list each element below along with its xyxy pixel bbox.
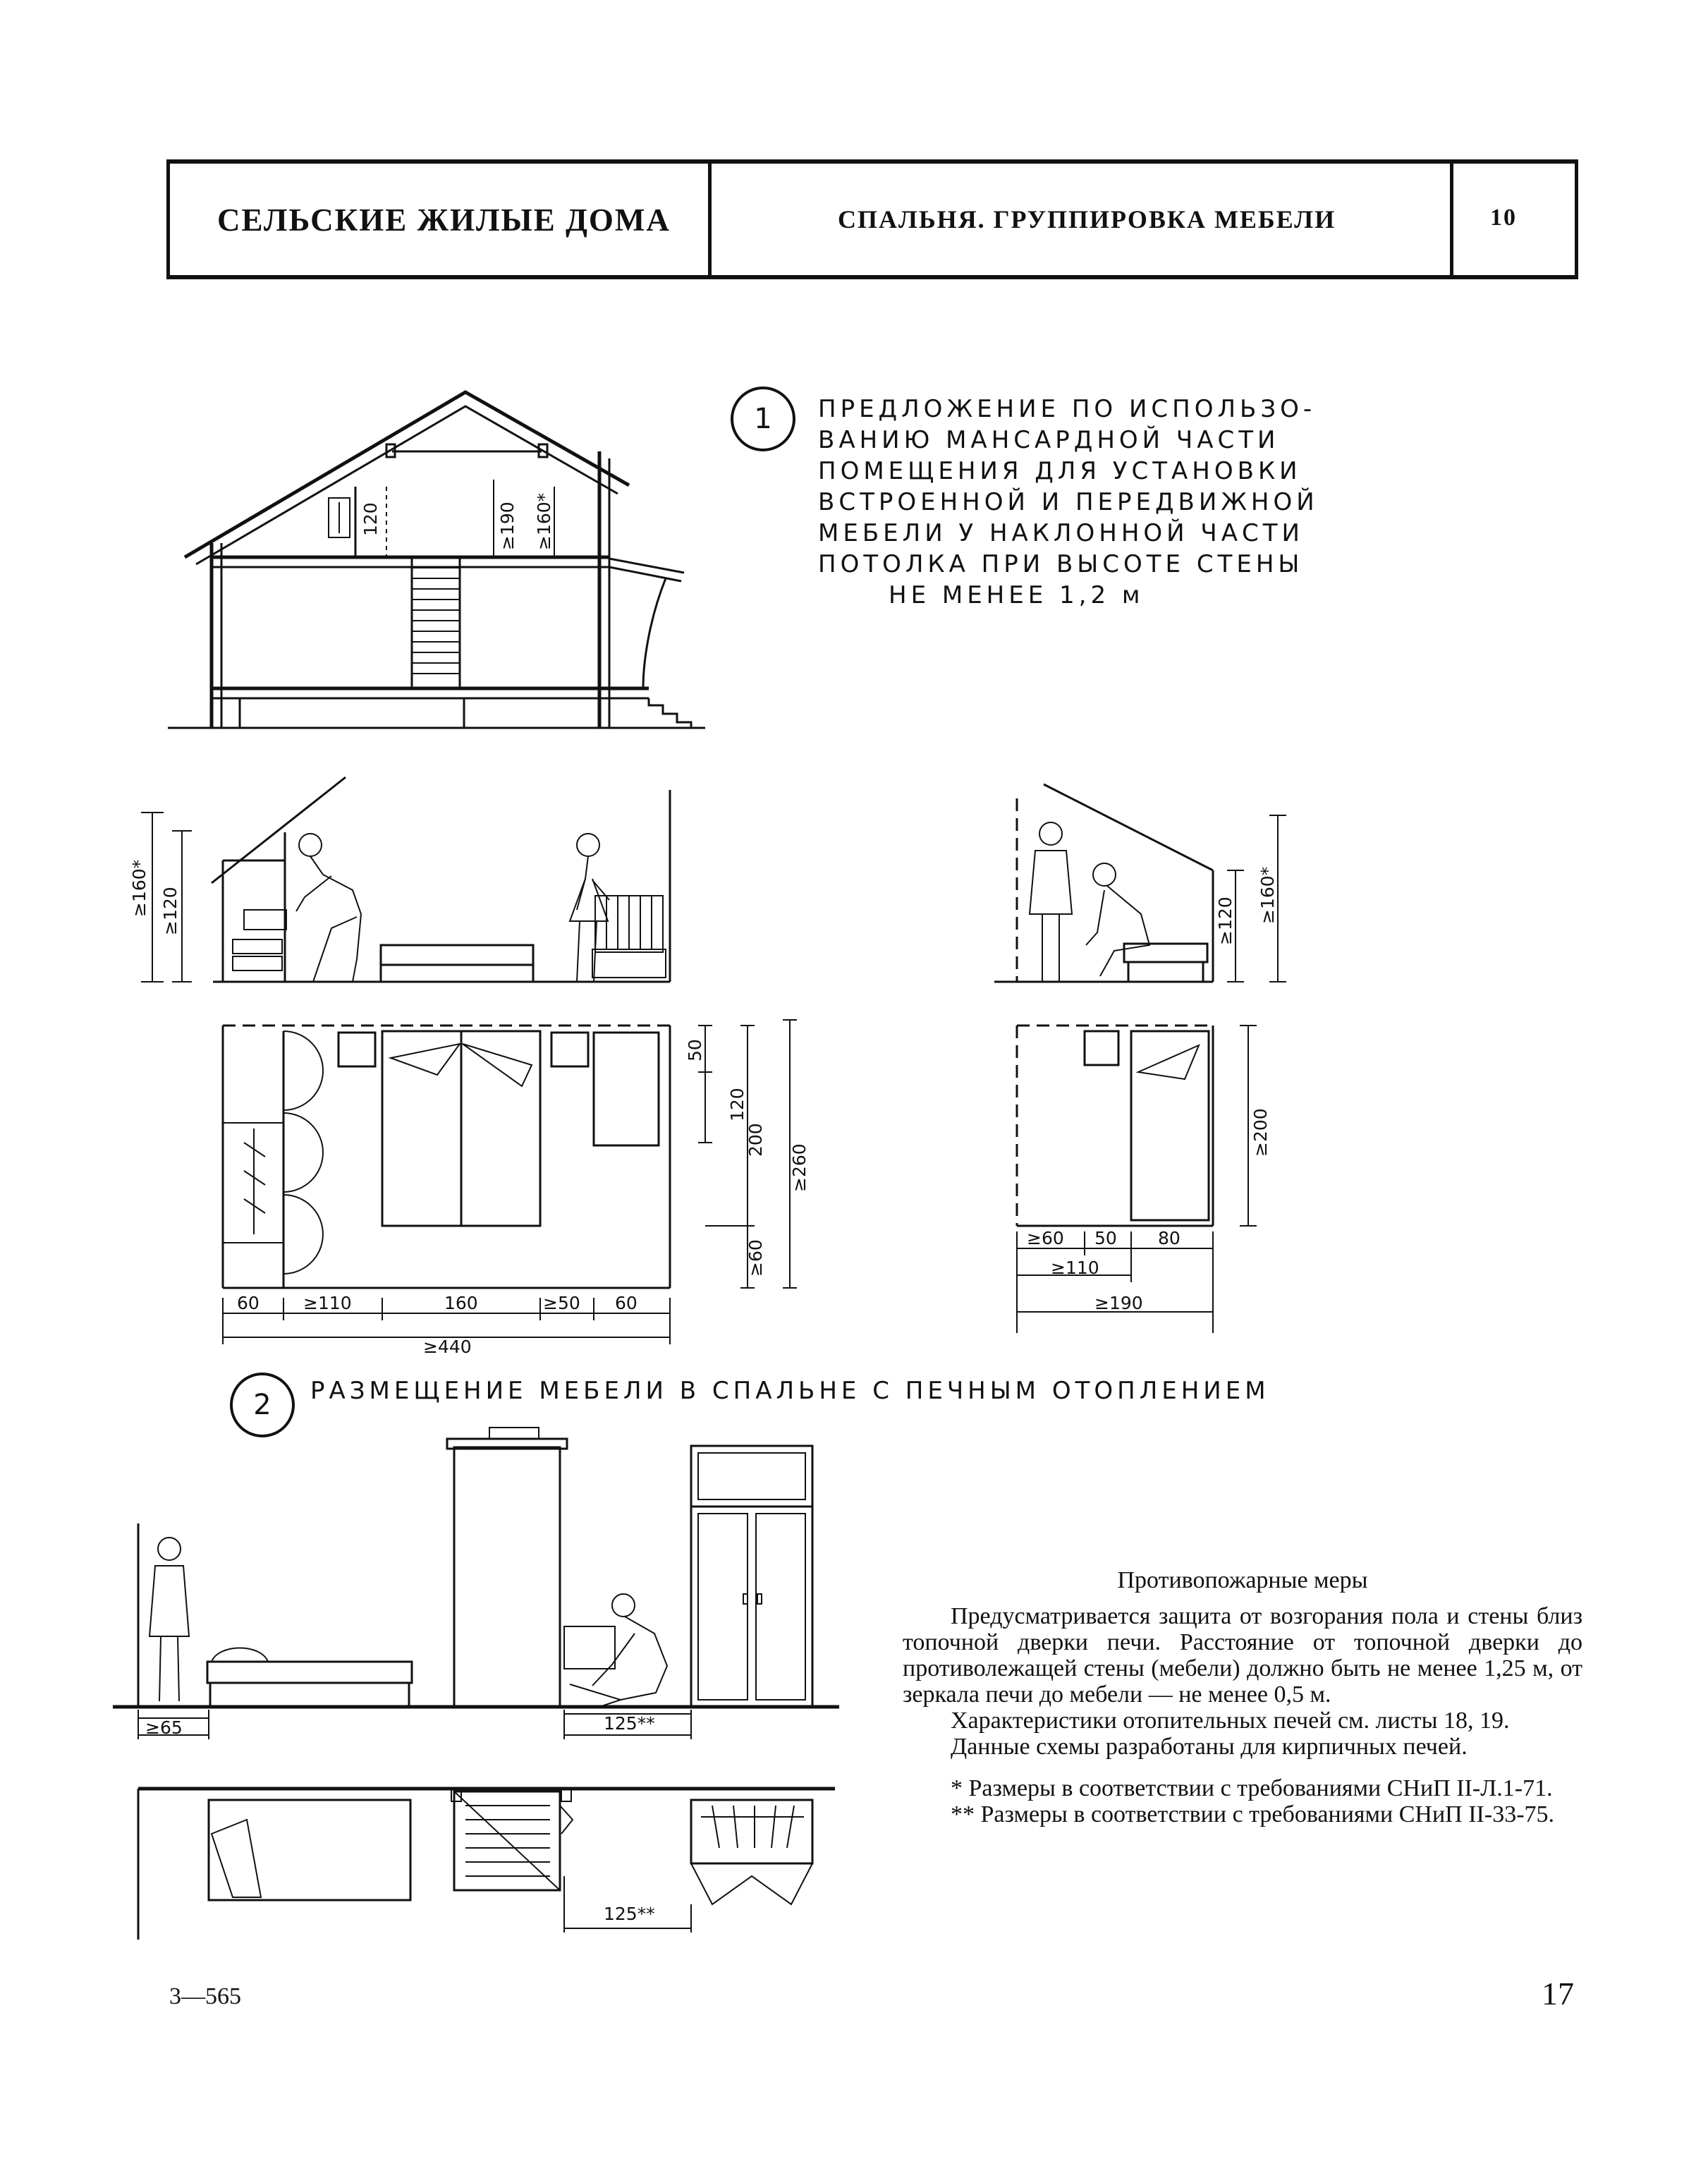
footnote-1: * Размеры в соответствии с требованиями СНиП II-Л.1-71. bbox=[951, 1775, 1553, 1801]
footer-code: 3—565 bbox=[169, 1983, 241, 2009]
stove-room-elevation-drawing bbox=[113, 1428, 839, 1739]
caption-line: ВСТРОЕННОЙ И ПЕРЕДВИЖНОЙ bbox=[818, 488, 1319, 516]
dim-plan-260: ≥260 bbox=[789, 1143, 810, 1192]
fire-safety-paragraph: Данные схемы разработаны для кирпичных печей. bbox=[951, 1734, 1468, 1760]
footnote-2: ** Размеры в соответствии с требованиями СНиП II-33-75. bbox=[951, 1801, 1555, 1827]
dim-right-plan-60: ≥60 bbox=[1027, 1228, 1064, 1248]
caption-line: ПОТОЛКА ПРИ ВЫСОТЕ СТЕНЫ bbox=[818, 550, 1304, 578]
dim-plan-bottom-60b: 60 bbox=[615, 1293, 638, 1313]
caption-line: МЕБЕЛИ У НАКЛОННОЙ ЧАСТИ bbox=[818, 519, 1304, 547]
right-elevation-drawing bbox=[994, 784, 1286, 982]
dim-160: ≥160* bbox=[534, 492, 554, 550]
left-elevation-drawing bbox=[129, 777, 670, 982]
dim-190: ≥190 bbox=[497, 501, 518, 550]
right-plan-drawing bbox=[1017, 1026, 1271, 1333]
caption-line: ВАНИЮ МАНСАРДНОЙ ЧАСТИ bbox=[818, 426, 1280, 454]
series-title: СЕЛЬСКИЕ ЖИЛЫЕ ДОМА bbox=[217, 202, 671, 238]
dim-plan-120: 120 bbox=[727, 1088, 748, 1121]
dim-125-plan: 125** bbox=[604, 1904, 655, 1924]
dim-plan-bottom-110: ≥110 bbox=[303, 1293, 352, 1313]
fire-safety-text bbox=[903, 1567, 1582, 1827]
dim-plan-60: ≥60 bbox=[745, 1239, 766, 1277]
section-2-caption: РАЗМЕЩЕНИЕ МЕБЕЛИ В СПАЛЬНЕ С ПЕЧНЫМ ОТОПЛЕНИЕМ bbox=[310, 1377, 1270, 1405]
section-2-number: 2 bbox=[230, 1373, 295, 1437]
caption-line: ПРЕДЛОЖЕНИЕ ПО ИСПОЛЬЗО- bbox=[818, 395, 1317, 423]
dim-plan-bottom-50: ≥50 bbox=[543, 1293, 580, 1313]
page-number: 17 bbox=[1542, 1976, 1574, 2012]
dim-right-120: ≥120 bbox=[1215, 896, 1236, 945]
dim-plan-50: 50 bbox=[685, 1039, 705, 1061]
fire-safety-paragraph: Предусматривается защита от возгорания пола и стены близ топочной дверки печи. Расстояние от топочной дверки до противолежащей стены (мебели) должно быть не менее 1,25 м, от зеркала печи до мебели — не менее 0,5 м. bbox=[903, 1603, 1582, 1708]
dim-120: 120 bbox=[360, 502, 381, 536]
dim-right-plan-50: 50 bbox=[1094, 1228, 1117, 1248]
dim-plan-200: 200 bbox=[745, 1123, 766, 1157]
dim-plan-bottom-60: 60 bbox=[237, 1293, 260, 1313]
section-1-number: 1 bbox=[731, 387, 795, 451]
sheet-number: 10 bbox=[1490, 205, 1517, 231]
dim-125-elev: 125** bbox=[604, 1713, 655, 1734]
caption-line: ПОМЕЩЕНИЯ ДЛЯ УСТАНОВКИ bbox=[818, 457, 1302, 485]
dim-plan-total: ≥440 bbox=[423, 1337, 472, 1357]
stove-room-plan-drawing bbox=[138, 1789, 835, 1940]
fire-safety-title: Противопожарные меры bbox=[1117, 1567, 1368, 1593]
house-section-drawing bbox=[168, 392, 705, 728]
dim-left-160: ≥160* bbox=[129, 859, 150, 917]
fire-safety-paragraph: Характеристики отопительных печей см. листы 18, 19. bbox=[951, 1708, 1510, 1734]
left-plan-drawing bbox=[223, 1020, 810, 1357]
sheet-title: СПАЛЬНЯ. ГРУППИРОВКА МЕБЕЛИ bbox=[838, 205, 1336, 233]
dim-right-plan-200: ≥200 bbox=[1250, 1108, 1271, 1157]
dim-right-plan-110: ≥110 bbox=[1051, 1258, 1099, 1278]
dim-right-plan-80: 80 bbox=[1158, 1228, 1181, 1248]
dim-plan-bottom-160: 160 bbox=[444, 1293, 478, 1313]
dim-65: ≥65 bbox=[145, 1717, 183, 1738]
caption-line: НЕ МЕНЕЕ 1,2 м bbox=[889, 581, 1145, 609]
dim-right-160: ≥160* bbox=[1257, 866, 1278, 924]
dim-right-plan-190: ≥190 bbox=[1094, 1293, 1143, 1313]
dim-left-120: ≥120 bbox=[160, 887, 181, 935]
